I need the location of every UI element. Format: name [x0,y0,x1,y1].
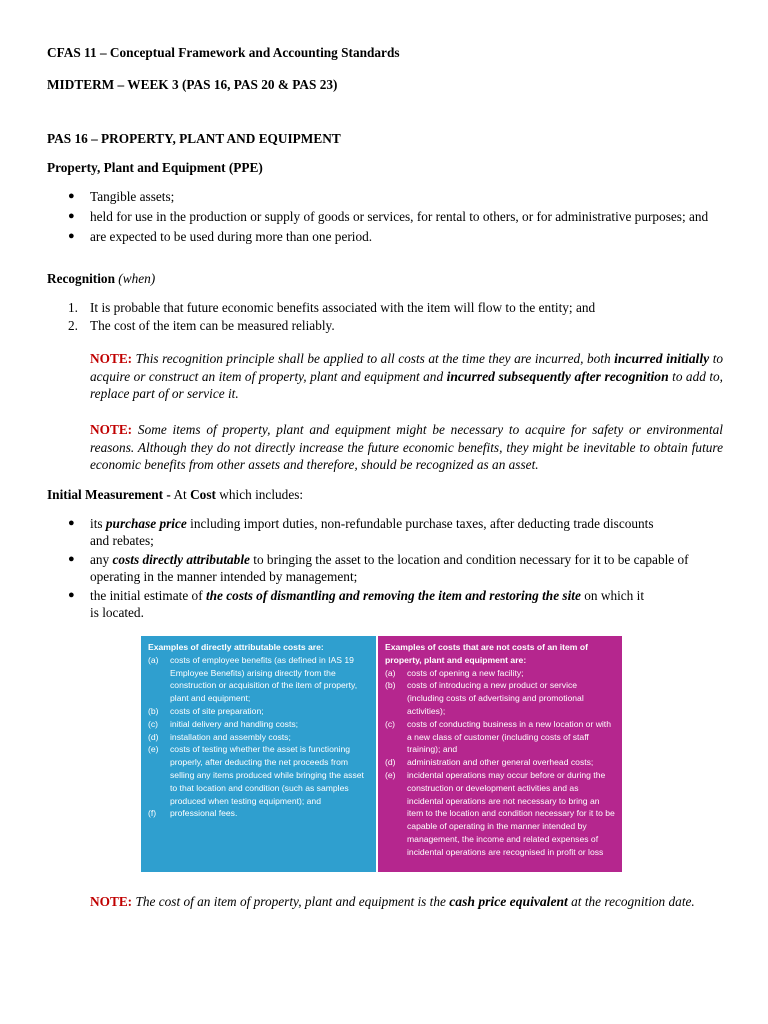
list-item: ● any costs directly attributable to bringing the asset to the location and condition necessary for it to be capable of operating in the manner intended by management; [68,552,689,584]
list-item: (e) incidental operations may occur before or during the construction or development activities and as incidental operations are not necessary to bring an item to the location and condition necessary for it to be capable of operating in the manner intended by management, the income and related expenses of incidental operations are recognised in profit or loss [385,769,615,857]
recognition-heading-line [47,271,155,287]
note-label: NOTE: [90,894,133,909]
note-cash-price [90,893,723,911]
note-text: to add to, replace part of or service it. [90,368,724,401]
list-item: (b) costs of introducing a new product or service (including costs of advertising and promotional activities); [385,680,584,716]
note-label: NOTE: [90,422,133,437]
note-label: NOTE: [90,351,133,366]
document-subtitle: MIDTERM – WEEK 3 (PAS 16, PAS 20 & PAS 23) [47,77,338,92]
recognition-when: (when) [118,271,156,286]
list-item: (f) professional fees. [148,808,238,819]
list-item: ● are expected to be used during more than one period. [68,229,373,244]
note-text: at the recognition date. [571,894,695,909]
list-item: (c) costs of conducting business in a new location or with a new class of customer (including costs of staff training); and [385,718,611,755]
list-item: ● its purchase price including import duties, non-refundable purchase taxes, after deducting trade discounts and rebates; [68,516,654,548]
list-item: 2. The cost of the item can be measured reliably. [68,318,335,333]
note-emphasis: cash price equivalent [449,894,568,909]
note-recognition-principle [90,350,723,403]
list-item: (b) costs of site preparation; [148,705,264,716]
note-text: Some items of property, plant and equipment might be necessary to acquire for safety or environmental reasons. Although they do not directly increase the future economic benefits, they might be inevitable to obtain future economic benefits from other assets and therefore, should be recognized as an asset. [90,422,723,472]
note-text: This recognition principle shall be applied to all costs at the time they are incurred, both [135,351,611,366]
list-item: (d) installation and assembly costs; [148,731,291,742]
list-item: ● Tangible assets; [68,189,175,204]
list-item: ● held for use in the production or supply of goods or services, for rental to others, or for administrative purposes; and [68,209,709,224]
list-item: (d) administration and other general overhead costs; [385,757,594,768]
initial-measurement-line [47,487,303,503]
directly-attributable-costs-box [141,636,376,872]
list-item: ● the initial estimate of the costs of dismantling and removing the item and restoring the site on which it is located. [68,588,645,620]
note-emphasis: incurred subsequently after recognition [446,368,669,384]
ppe-heading: Property, Plant and Equipment (PPE) [47,160,263,175]
list-item: 1. It is probable that future economic benefits associated with the item will flow to the entity; and [68,300,596,315]
initial-measurement-list [47,515,727,621]
recognition-heading: Recognition [47,271,115,286]
list-item: (a) costs of opening a new facility; [385,667,524,678]
note-emphasis: incurred initially [614,351,710,366]
initial-rest: which includes: [219,487,304,502]
ppe-bullet-list [47,188,727,245]
list-item: (a) costs of employee benefits (as defined in IAS 19 Employee Benefits) arising directly from the construction or acquisition of the item of property, plant and equipment; [148,654,358,704]
box-title: Examples of directly attributable costs are: [148,642,324,652]
section-title: PAS 16 – PROPERTY, PLANT AND EQUIPMENT [47,131,341,146]
non-costs-box [378,636,622,872]
list-item: (e) costs of testing whether the asset is functioning properly, after deducting the net proceeds from selling any items produced while bringing the asset to that location and condition (such as samples produced when testing equipment); and [148,744,364,806]
note-safety-items [90,421,723,474]
initial-cost: Cost [190,487,216,502]
list-item: (c) initial delivery and handling costs; [148,718,299,729]
note-text: to acquire or construct an item of property, plant and equipment and [90,351,724,384]
initial-measurement-heading: Initial Measurement - [47,487,171,502]
initial-at: At [173,487,187,502]
recognition-list [47,299,727,334]
note-text: The cost of an item of property, plant and equipment is the [135,894,446,909]
box-title: Examples of costs that are not costs of an item of property, plant and equipment are: [385,642,588,665]
document-title: CFAS 11 – Conceptual Framework and Accounting Standards [47,45,400,60]
